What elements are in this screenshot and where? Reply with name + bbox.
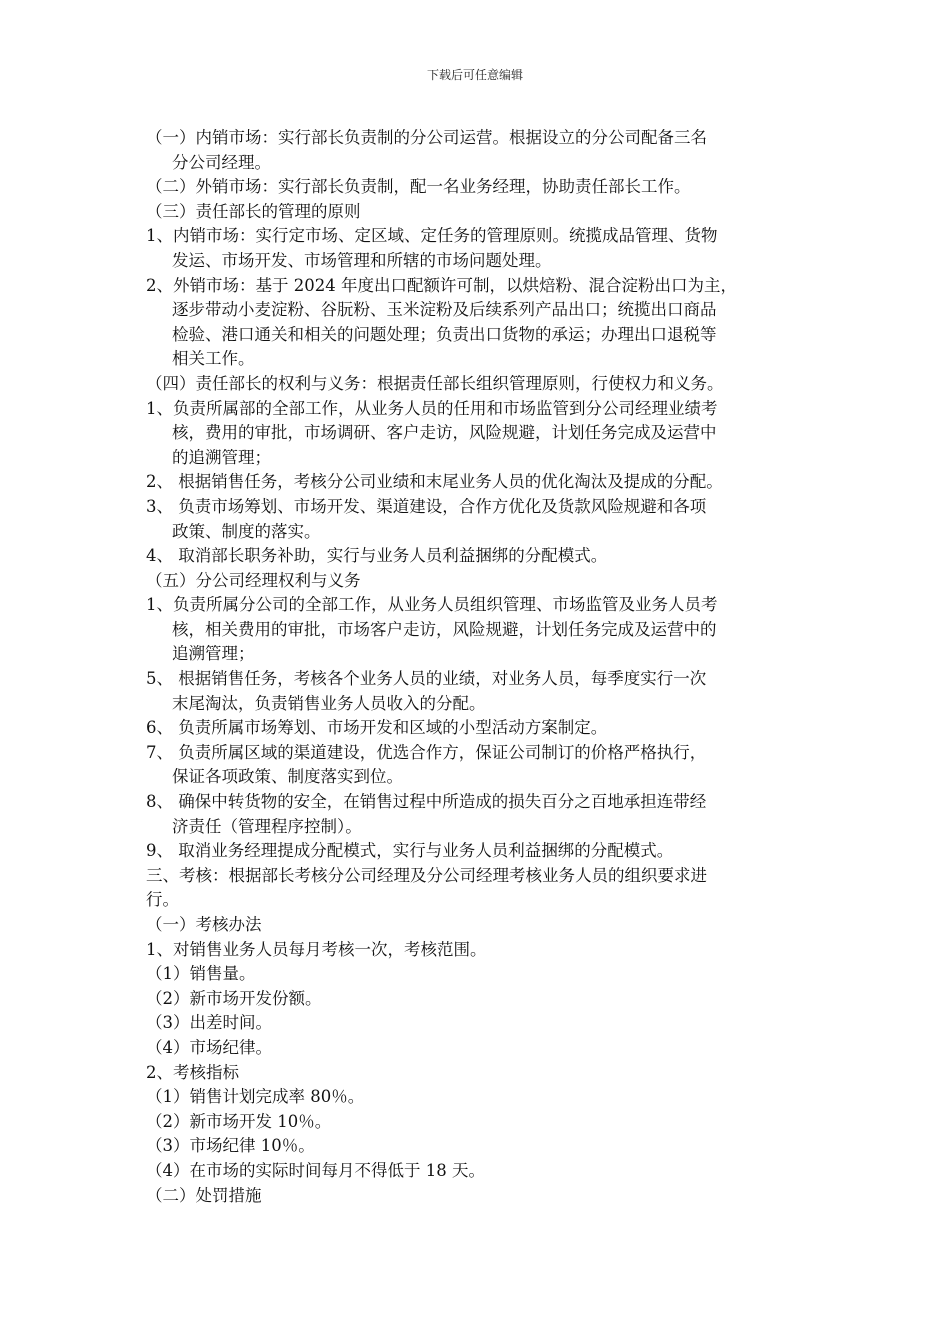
text-line: （二）外销市场：实行部长负责制，配一名业务经理，协助责任部长工作。 <box>146 177 691 197</box>
text-line: 检验、港口通关和相关的问题处理；负责出口货物的承运；办理出口退税等 <box>172 324 717 344</box>
text-line: 9、 取消业务经理提成分配模式，实行与业务人员利益捆绑的分配模式。 <box>146 841 674 861</box>
text-line: （3）出差时间。 <box>146 1013 272 1033</box>
text-line: 分公司经理。 <box>172 152 271 172</box>
text-line: 1、对销售业务人员每月考核一次，考核范围。 <box>146 939 487 959</box>
text-line: 8、 确保中转货物的安全，在销售过程中所造成的损失百分之百地承担连带经 <box>146 792 707 812</box>
text-line: （3）市场纪律 10％。 <box>146 1136 315 1156</box>
text-line: 2、考核指标 <box>146 1062 239 1082</box>
text-line: 2、 根据销售任务，考核分公司业绩和末尾业务人员的优化淘汰及提成的分配。 <box>146 472 723 492</box>
text-line: 5、 根据销售任务，考核各个业务人员的业绩，对业务人员，每季度实行一次 <box>146 669 707 689</box>
text-line: 保证各项政策、制度落实到位。 <box>172 767 403 787</box>
text-line: 的追溯管理； <box>172 447 271 467</box>
text-line: 相关工作。 <box>172 349 255 369</box>
text-line: （三）责任部长的管理的原则 <box>146 201 361 221</box>
text-line: 核，费用的审批，市场调研、客户走访，风险规避，计划任务完成及运营中 <box>172 423 717 443</box>
text-line: （一）内销市场：实行部长负责制的分公司运营。根据设立的分公司配备三名 <box>146 128 707 147</box>
text-line: 核，相关费用的审批，市场客户走访，风险规避，计划任务完成及运营中的 <box>172 619 717 639</box>
text-line: 4、 取消部长职务补助，实行与业务人员利益捆绑的分配模式。 <box>146 546 608 566</box>
text-line: 发运、市场开发、市场管理和所辖的市场问题处理。 <box>172 250 552 270</box>
text-line: 行。 <box>146 890 179 910</box>
page-header: 下载后可任意编辑 <box>426 68 523 82</box>
text-line: （4）在市场的实际时间每月不得低于 18 天。 <box>146 1160 485 1180</box>
text-line: 1、内销市场：实行定市场、定区域、定任务的管理原则。统揽成品管理、货物 <box>146 226 718 246</box>
text-line: （1）销售量。 <box>146 964 256 984</box>
text-line: 政策、制度的落实。 <box>172 521 321 541</box>
text-line: 济责任（管理程序控制）。 <box>172 816 362 836</box>
text-line: （五）分公司经理权利与义务 <box>146 570 361 590</box>
text-line: 3、 负责市场筹划、市场开发、渠道建设，合作方优化及货款风险规避和各项 <box>146 496 707 516</box>
text-line: 末尾淘汰，负责销售业务人员收入的分配。 <box>172 693 486 713</box>
text-line: （1）销售计划完成率 80％。 <box>146 1087 365 1107</box>
text-line: （4）市场纪律。 <box>146 1037 272 1057</box>
text-line: 6、 负责所属市场筹划、市场开发和区域的小型活动方案制定。 <box>146 718 608 738</box>
document-body <box>146 126 814 1208</box>
text-line: （一）考核办法 <box>146 915 262 934</box>
text-line: （2）新市场开发份额。 <box>146 988 322 1008</box>
text-line: （四）责任部长的权利与义务：根据责任部长组织管理原则，行使权力和义务。 <box>146 373 724 393</box>
text-line: 1、负责所属分公司的全部工作，从业务人员组织管理、市场监管及业务人员考 <box>146 595 718 615</box>
text-line: 追溯管理； <box>172 644 255 664</box>
text-line: 三、考核：根据部长考核分公司经理及分公司经理考核业务人员的组织要求进 <box>146 865 707 885</box>
text-line: （2）新市场开发 10％。 <box>146 1111 332 1131</box>
text-line: 逐步带动小麦淀粉、谷朊粉、玉米淀粉及后续系列产品出口；统揽出口商品 <box>172 300 717 320</box>
text-line: 1、负责所属部的全部工作，从业务人员的任用和市场监管到分公司经理业绩考 <box>146 398 718 418</box>
text-line: 2、外销市场：基于 2024 年度出口配额许可制，以烘焙粉、混合淀粉出口为主， <box>146 275 737 295</box>
text-line: （二）处罚措施 <box>146 1185 262 1205</box>
text-line: 7、 负责所属区域的渠道建设，优选合作方，保证公司制订的价格严格执行， <box>146 742 707 762</box>
